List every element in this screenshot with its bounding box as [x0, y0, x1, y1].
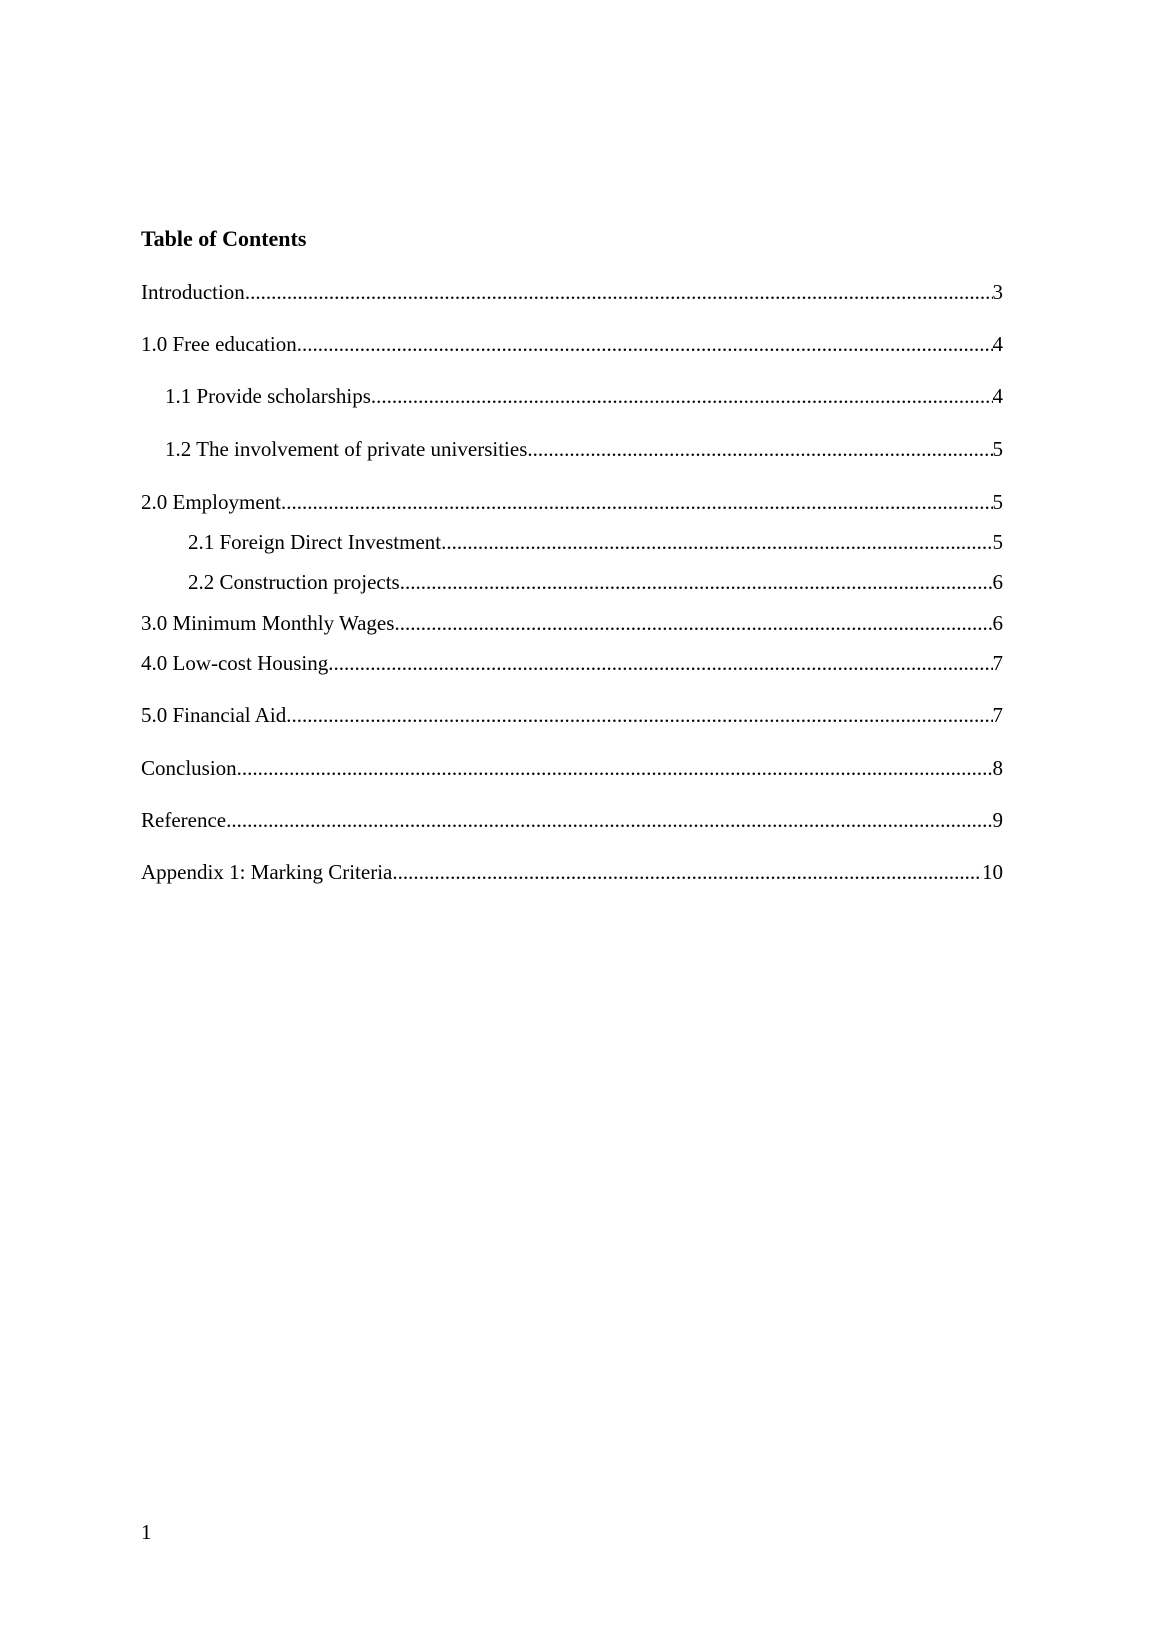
toc-entry-free-education[interactable] [141, 332, 1003, 356]
toc-entry-label: 3.0 Minimum Monthly Wages [141, 611, 395, 635]
toc-entry-label: Introduction [141, 280, 245, 304]
toc-entry-financial-aid[interactable] [141, 703, 1003, 727]
toc-entry-page: 4 [992, 332, 1003, 356]
toc-leader [226, 808, 992, 832]
toc-entry-page: 7 [992, 651, 1003, 675]
toc-entry-label: 1.2 The involvement of private universities [165, 437, 528, 461]
toc-leader [371, 384, 993, 408]
toc-entry-reference[interactable] [141, 808, 1003, 832]
toc-entry-private-universities[interactable] [165, 437, 1003, 461]
toc-entry-page: 10 [982, 860, 1003, 884]
toc-leader [297, 332, 993, 356]
toc-leader [392, 860, 982, 884]
toc-entry-label: 2.1 Foreign Direct Investment [188, 530, 442, 554]
toc-leader [394, 611, 992, 635]
toc-entry-page: 5 [992, 437, 1003, 461]
toc-entry-label: Conclusion [141, 756, 237, 780]
toc-entry-foreign-direct-investment[interactable] [188, 530, 1003, 554]
toc-entry-page: 5 [992, 490, 1003, 514]
toc-entry-label: 1.1 Provide scholarships [165, 384, 371, 408]
toc-leader [527, 437, 992, 461]
toc-entry-page: 9 [992, 808, 1003, 832]
toc-leader [328, 651, 992, 675]
toc-entry-page: 6 [992, 611, 1003, 635]
toc-entry-employment[interactable] [141, 490, 1003, 514]
toc-leader [245, 280, 993, 304]
toc-leader [286, 703, 992, 727]
toc-leader [400, 570, 993, 594]
toc-entry-page: 3 [992, 280, 1003, 304]
toc-entry-introduction[interactable] [141, 280, 1003, 304]
toc-entry-conclusion[interactable] [141, 756, 1003, 780]
toc-entry-minimum-monthly-wages[interactable] [141, 611, 1003, 635]
toc-entry-label: 5.0 Financial Aid [141, 703, 287, 727]
toc-leader [441, 530, 992, 554]
toc-entry-label: Appendix 1: Marking Criteria [141, 860, 393, 884]
toc-entry-label: 4.0 Low-cost Housing [141, 651, 329, 675]
toc-entry-label: 2.0 Employment [141, 490, 281, 514]
toc-entry-provide-scholarships[interactable] [165, 384, 1003, 408]
toc-entry-label: Reference [141, 808, 227, 832]
toc-leader [237, 756, 993, 780]
toc-entry-page: 4 [992, 384, 1003, 408]
toc-leader [281, 490, 993, 514]
toc-entry-label: 1.0 Free education [141, 332, 297, 356]
toc-entry-label: 2.2 Construction projects [188, 570, 400, 594]
toc-entry-appendix-marking-criteria[interactable] [141, 860, 1003, 884]
toc-entry-page: 6 [992, 570, 1003, 594]
toc-entry-page: 8 [992, 756, 1003, 780]
toc-entry-page: 7 [992, 703, 1003, 727]
toc-entry-page: 5 [992, 530, 1003, 554]
page-number: 1 [141, 1520, 152, 1544]
toc-title: Table of Contents [141, 226, 307, 251]
toc-entry-construction-projects[interactable] [188, 570, 1003, 594]
toc-entry-low-cost-housing[interactable] [141, 651, 1003, 675]
